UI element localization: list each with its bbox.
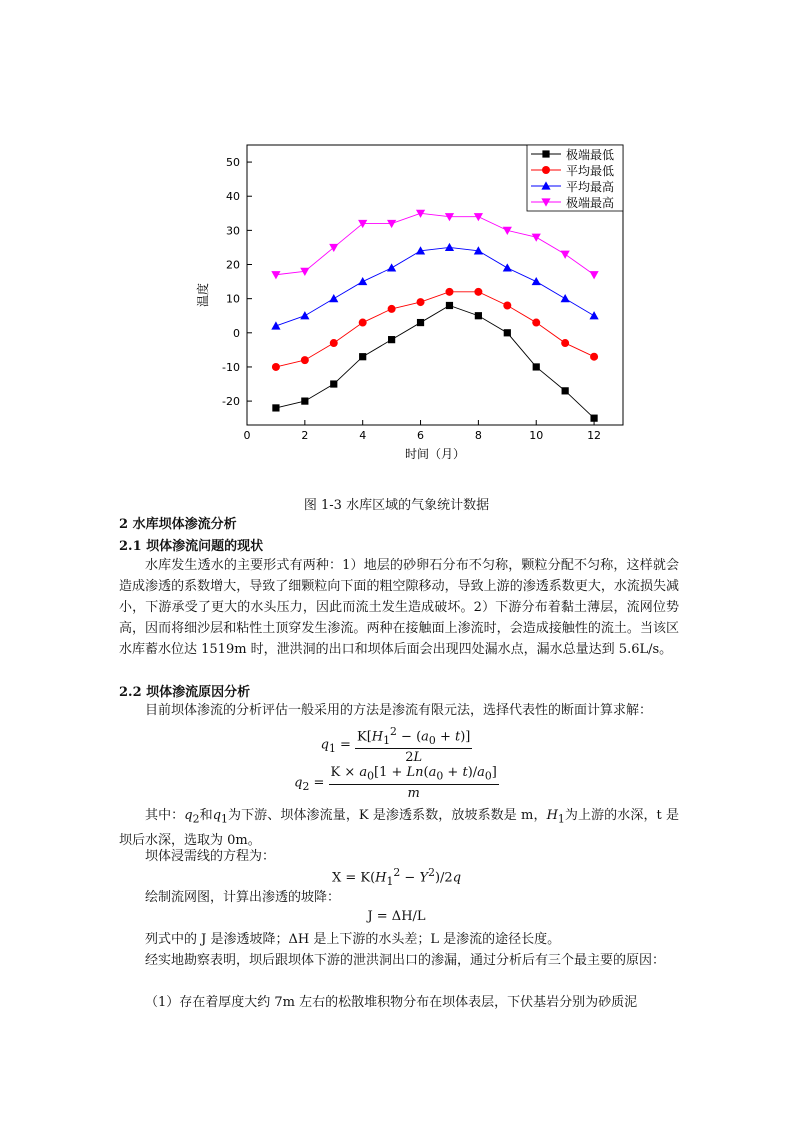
variables-lead: 其中： (145, 808, 185, 823)
data-point (445, 288, 453, 296)
legend-label: 极端最高 (566, 196, 615, 210)
y-axis-ticks (222, 156, 252, 408)
x-tick-label: 6 (417, 429, 425, 442)
x-axis-label: 时间（月） (404, 447, 466, 461)
data-point (271, 271, 280, 279)
series-line (276, 292, 594, 367)
data-point (388, 336, 395, 343)
y-axis-label: 温度 (196, 282, 210, 308)
paragraph-flow-net: 绘制流网图，计算出渗透的坡降： (145, 890, 341, 905)
paragraph-variables: 其中：$q_2$和$q_1$为下游、坝体渗流量，K 是渗透系数，放坡系数是 m，$H_1$为上游的水深，t 是坝后水深，选取为 0m。 (119, 808, 679, 848)
x-tick-label: 0 (243, 429, 251, 442)
data-point (445, 243, 454, 251)
x-tick-label: 8 (474, 429, 482, 442)
series-line (276, 213, 594, 274)
data-point (387, 220, 396, 228)
data-point (474, 288, 482, 296)
data-point (359, 319, 367, 327)
data-point (562, 387, 569, 394)
data-point (417, 319, 424, 326)
series-line (276, 305, 594, 418)
y-tick-label: 30 (226, 224, 240, 238)
data-point (417, 298, 425, 306)
data-point (329, 294, 338, 302)
data-point (590, 353, 598, 361)
data-point (532, 234, 541, 242)
data-point (561, 339, 569, 347)
data-point (358, 220, 367, 228)
variables-middle: 为下游、坝体渗流量，K 是渗透系数，放坡系数是 m， (227, 808, 547, 823)
data-point (359, 353, 366, 360)
y-tick-label: 50 (226, 156, 240, 170)
x-axis-ticks (244, 420, 602, 442)
paragraph-survey: 经实地勘察表明，坝后跟坝体下游的泄洪洞出口的渗漏，通过分析后有三个最主要的原因： (145, 953, 666, 968)
paragraph-cause-1: （1）存在着厚度大约 7m 左右的松散堆积物分布在坝体表层，下伏基岩分别为砂质泥 (145, 995, 638, 1010)
equation-q2: $q_2$ = $\frac{K \times a_0[1 + Ln(a_0 + t)/a_0]}{m}$ (294, 765, 497, 801)
series-2 (272, 288, 598, 371)
equation-q1: $q_1$ = $\frac{K[H_1^2 - (a_0 + t)]}{2L}$ (320, 725, 471, 765)
series-layer (271, 210, 598, 422)
data-point (532, 277, 541, 285)
x-tick-label: 2 (301, 429, 309, 442)
data-point (358, 277, 367, 285)
section-2-2-heading: 2.2 坝体渗流原因分析 (119, 685, 251, 700)
y-tick-label: -20 (222, 395, 240, 409)
x-tick-label: 4 (359, 429, 367, 442)
chart-legend (527, 145, 623, 211)
y-tick-label: 10 (226, 292, 240, 306)
data-point (387, 263, 396, 271)
legend-marker (542, 166, 550, 174)
y-tick-label: 0 (233, 326, 240, 340)
data-point (533, 363, 540, 370)
data-point (590, 415, 597, 422)
y-tick-label: 20 (226, 258, 240, 272)
legend-label: 极端最低 (566, 148, 615, 162)
x-tick-label: 10 (529, 429, 544, 442)
data-point (272, 404, 279, 411)
data-point (330, 380, 337, 387)
figure-caption: 图 1-3 水库区域的气象统计数据 (303, 498, 490, 513)
paragraph-seepage-forms: 水库发生透水的主要形式有两种：1）地层的砂卵石分布不匀称，颗粒分配不匀称，这样就会造成渗透的系数增大，导致了细颗粒向下面的粗空隙移动，导致上游的渗透系数更大，水流损失减小，下游承受了更大的水头压力，因此而流土发生造成破坏。2）下游分布着黏土薄层，流网位势高，因而将细沙层和粘性土顶穿发生渗流。两种在接触面上渗流时，会造成接触性的流土。当该区水库蓄水位达 1519m 时，泄洪洞的出口和坝体后面会出现四处漏水点，漏水总量达到 5.6L/s。 (119, 558, 679, 657)
equation-x: $X = K(H_1^2 - Y^2)/2q$ (331, 866, 462, 888)
paragraph-seepage-line: 坝体浸需线的方程为： (145, 849, 276, 864)
data-point (329, 244, 338, 252)
series-4 (271, 210, 598, 280)
data-point (561, 294, 570, 302)
data-point (445, 213, 454, 221)
data-point (301, 356, 309, 364)
legend-label: 平均最低 (566, 164, 615, 178)
legend-label: 平均最高 (566, 180, 615, 194)
data-point (272, 363, 280, 371)
data-point (475, 312, 482, 319)
paragraph-j-definition: 列式中的 J 是渗透坡降；ΔH 是上下游的水头差；L 是渗流的途径长度。 (145, 932, 561, 947)
data-point (561, 251, 570, 259)
section-2-heading: 2 水库坝体渗流分析 (119, 517, 237, 532)
variables-end: 为上游的水深，t 是坝后水深，选取为 0m。 (119, 808, 679, 848)
data-point (589, 271, 598, 279)
data-point (503, 263, 512, 271)
y-tick-label: -10 (222, 360, 240, 374)
legend-marker (542, 150, 549, 157)
data-point (503, 301, 511, 309)
data-point (446, 302, 453, 309)
series-1 (272, 302, 597, 422)
section-2-1-heading: 2.1 坝体渗流问题的现状 (119, 539, 264, 554)
data-point (504, 329, 511, 336)
data-point (532, 319, 540, 327)
x-tick-label: 12 (587, 429, 602, 442)
temperature-line-chart (190, 135, 640, 470)
data-point (271, 321, 280, 329)
data-point (388, 305, 396, 313)
equation-j: J = ΔH/L (367, 909, 426, 924)
data-point (330, 339, 338, 347)
paragraph-method: 目前坝体渗流的分析评估一般采用的方法是渗流有限元法，选择代表性的断面计算求解： (145, 703, 653, 718)
y-tick-label: 40 (226, 190, 240, 204)
data-point (474, 213, 483, 221)
data-point (589, 311, 598, 319)
data-point (301, 397, 308, 404)
data-point (300, 311, 309, 319)
series-3 (271, 243, 598, 330)
